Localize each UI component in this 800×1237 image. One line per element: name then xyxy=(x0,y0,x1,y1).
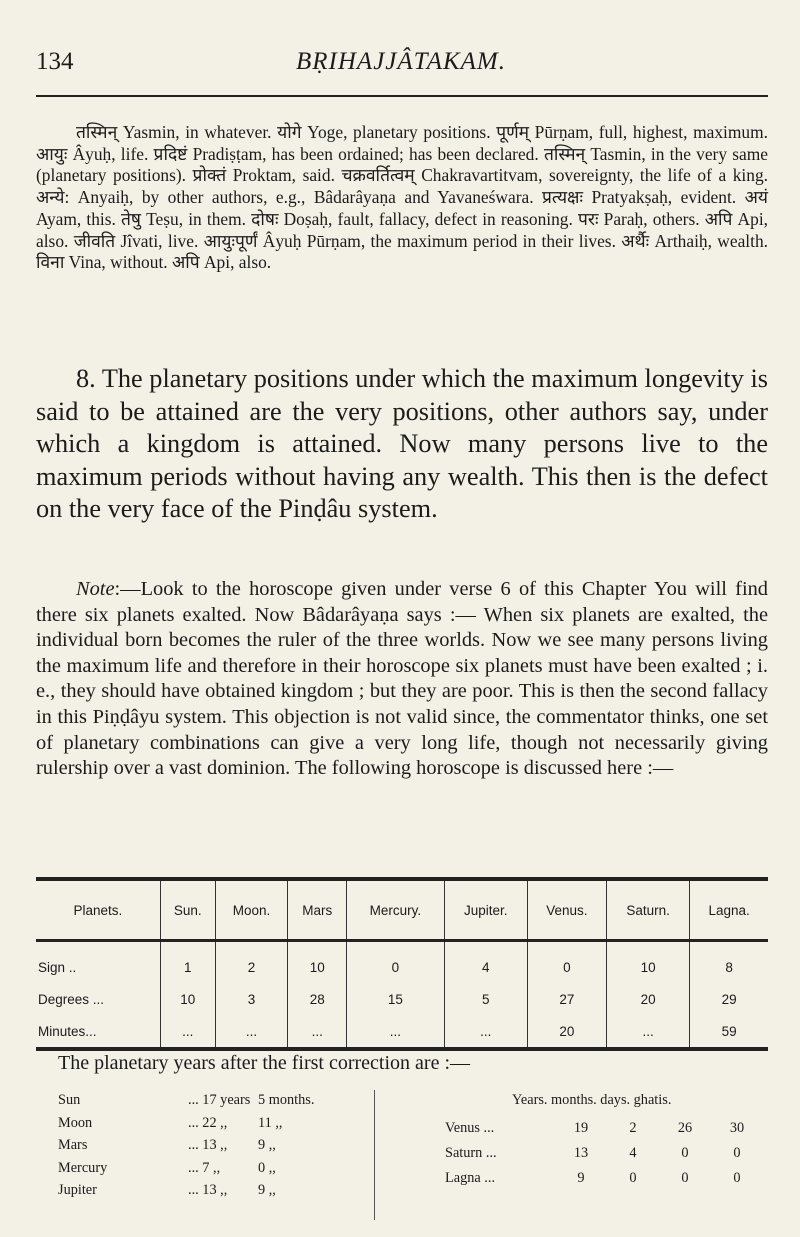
planet-months: 11 ,, xyxy=(258,1114,283,1131)
table-cell: 4 xyxy=(444,941,527,984)
column-header: Mercury. xyxy=(347,879,444,941)
table-cell: 28 xyxy=(288,983,347,1015)
column-header: Saturn. xyxy=(607,879,690,941)
horoscope-table xyxy=(36,877,768,1051)
list-item xyxy=(58,1092,368,1115)
table-cell: 0 xyxy=(527,941,606,984)
verse-paragraph: 8. The planetary positions under which the maximum longevity is said to be attained are the very positions, other authors say, under which a kingdom is attained. Now many persons live to the maximum periods without having any wealth. This then is the defect on the very face of the Pinḍâu system. xyxy=(36,364,768,524)
list-item xyxy=(445,1170,775,1195)
list-item xyxy=(58,1115,368,1138)
note-paragraph xyxy=(36,577,768,782)
planet-days: 0 xyxy=(681,1145,689,1161)
table-cell: Minutes... xyxy=(36,1015,160,1049)
planet-ghatis: 0 xyxy=(733,1145,741,1161)
planet-days: 0 xyxy=(681,1170,689,1186)
planet-years: 13 xyxy=(573,1145,589,1161)
column-header: Planets. xyxy=(36,879,160,941)
table-cell: 27 xyxy=(527,983,606,1015)
column-header: Sun. xyxy=(160,879,215,941)
table-cell: 2 xyxy=(215,941,287,984)
planet-months: 0 ,, xyxy=(258,1159,276,1176)
table-cell: 5 xyxy=(444,983,527,1015)
table-row xyxy=(36,983,768,1015)
column-divider xyxy=(374,1090,375,1220)
page-header xyxy=(36,48,766,88)
word-gloss xyxy=(36,122,768,274)
table-cell: ... xyxy=(288,1015,347,1049)
table-cell: 10 xyxy=(607,941,690,984)
header-rule xyxy=(36,95,768,97)
note-text: :—Look to the horoscope given under verse 6 of this Chapter You will find there six planets exalted. Now Bâdarâyaṇa says :— When six planets are exalted, the individual born becomes the ruler of the three worlds. Now we see many persons living the maximum life and therefore in their horoscope six planets must have been exalted ; i. e., they should have obtained kingdom ; but they are poor. This is then the second fallacy in this Piṇḍâyu system. This objection is not valid since, the commentator thinks, one set of planetary combinations can give a very long life, though not necessarily giving rulership over a vast dominion. The following horoscope is discussed here :— xyxy=(36,578,768,780)
planet-years: ... 13 ,, xyxy=(188,1182,228,1198)
planet-years: 9 xyxy=(577,1170,585,1186)
planet-name: Moon xyxy=(58,1114,93,1131)
column-header: Mars xyxy=(288,879,347,941)
note-label: Note xyxy=(76,578,115,600)
table-cell: 1 xyxy=(160,941,215,984)
planet-months: 5 months. xyxy=(258,1092,315,1108)
planet-years: 19 xyxy=(573,1120,589,1136)
column-header: Moon. xyxy=(215,879,287,941)
planet-years: ... 17 years xyxy=(188,1092,251,1108)
planet-months: 9 ,, xyxy=(258,1137,276,1153)
table-cell: Degrees ... xyxy=(38,991,105,1007)
planet-name: Mars xyxy=(58,1137,88,1153)
planetary-years-intro: The planetary years after the first correction are :— xyxy=(58,1052,471,1074)
table-cell: 0 xyxy=(347,941,444,984)
column-header: Lagna. xyxy=(690,879,768,941)
table-cell: 59 xyxy=(690,1015,768,1049)
planet-months: 4 xyxy=(629,1145,637,1161)
table-cell: 10 xyxy=(160,983,215,1015)
table-cell: ... xyxy=(160,1015,215,1049)
planet-name: Sun xyxy=(58,1092,81,1108)
list-item xyxy=(58,1182,368,1205)
commentary-note xyxy=(36,577,768,782)
table-cell: 20 xyxy=(527,1015,606,1049)
table-cell: Sign .. xyxy=(38,959,77,975)
column-header: Venus. xyxy=(527,879,606,941)
gloss-paragraph: तस्मिन् Yasmin, in whatever. योगे Yoge, planetary positions. पूर्णम् Pūrṇam, full, highest, maximum. आयुः Âyuḥ, life. प्रदिष्टं Pradiṣṭam, has been ordained; has been declared. तस्मिन् Tasmin, in the very same (planetary positions). प्रोक्तं Proktam, said. चक्रवर्तित्वम् Chakravartitvam, sovereignty, the life of a king. अन्ये: Anyaiḥ, by other authors, e.g., Bâdarâyaṇa and Yavaneśwara. प्रत्यक्षः Pratyakṣaḥ, evident. अयं Ayam, this. तेषु Teṣu, in them. दोषः Doṣaḥ, fault, fallacy, defect in reasoning. परः Paraḥ, others. अपि Api, also. जीवति Jîvati, live. आयुःपूर्णं Âyuḥ Pūrṇam, the maximum period in their lives. अर्थैः Arthaiḥ, wealth. विना Vina, without. अपि Api, also. xyxy=(36,122,768,273)
planetary-years-right-list xyxy=(445,1120,775,1195)
table-row xyxy=(36,941,768,984)
list-item xyxy=(445,1120,775,1145)
list-item xyxy=(445,1145,775,1170)
running-title: BṚIHAJJÂTAKAM. xyxy=(296,48,506,75)
planet-months: 9 ,, xyxy=(258,1182,276,1198)
planet-months: 2 xyxy=(629,1120,637,1136)
planetary-years-right-header: Years. months. days. ghatis. xyxy=(512,1092,672,1108)
page-number: 134 xyxy=(36,48,74,75)
planet-months: 0 xyxy=(629,1170,637,1186)
table-cell: 15 xyxy=(347,983,444,1015)
table-cell: ... xyxy=(215,1015,287,1049)
planet-name: Saturn ... xyxy=(445,1145,497,1161)
planet-years: ... 13 ,, xyxy=(188,1137,228,1153)
table-cell: 10 xyxy=(288,941,347,984)
planetary-years-left-list xyxy=(58,1092,368,1205)
table-cell: 3 xyxy=(215,983,287,1015)
planet-ghatis: 30 xyxy=(729,1120,745,1136)
planet-name: Lagna ... xyxy=(445,1170,496,1186)
list-item xyxy=(58,1137,368,1160)
table-cell: ... xyxy=(347,1015,444,1049)
planet-name: Venus ... xyxy=(445,1120,495,1136)
planet-days: 26 xyxy=(677,1120,693,1136)
table-row xyxy=(36,1015,768,1049)
table-cell: ... xyxy=(444,1015,527,1049)
planet-name: Jupiter xyxy=(58,1182,97,1198)
planet-ghatis: 0 xyxy=(733,1170,741,1186)
planet-years: ... 22 ,, xyxy=(188,1114,228,1131)
table-cell: 20 xyxy=(607,983,690,1015)
table-cell: 29 xyxy=(690,983,768,1015)
planet-name: Mercury xyxy=(58,1159,108,1176)
verse-translation xyxy=(36,363,768,526)
table-header-row xyxy=(36,879,768,941)
table-cell: ... xyxy=(607,1015,690,1049)
column-header: Jupiter. xyxy=(444,879,527,941)
planet-years: ... 7 ,, xyxy=(188,1159,221,1176)
table-cell: 8 xyxy=(690,941,768,984)
list-item xyxy=(58,1160,368,1183)
